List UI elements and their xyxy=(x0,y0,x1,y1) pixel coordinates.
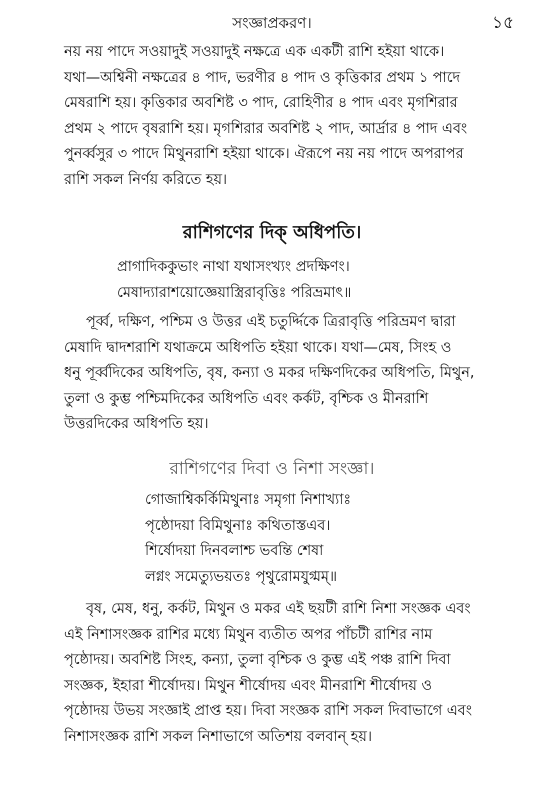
page-number: ১৫ xyxy=(491,13,514,33)
text-line: নিশাসংজ্ঞক রাশি সকল নিশাভাগে অতিশয় বলবান্ হয়। xyxy=(64,728,372,745)
text-line: পৃষ্ঠোদয় উভয় সংজ্ঞাই প্রাপ্ত হয়। দিবা সংজ্ঞক রাশি সকল দিবাভাগে এবং xyxy=(64,703,472,719)
text-line: পূর্ব্ব, দক্ষিণ, পশ্চিম ও উত্তর এই চতুর্দ্দিকে ত্রিরাবৃত্তি পরিভ্রমণ দ্বারা xyxy=(86,314,456,330)
text-line: তুলা ও কুম্ভ পশ্চিমদিকের অধিপতি এবং কর্কট, বৃশ্চিক ও মীনরাশি xyxy=(64,390,429,407)
day-night-paragraph xyxy=(64,597,504,750)
page-header xyxy=(0,8,544,36)
intro-paragraph xyxy=(64,40,504,193)
verse-line: গোজাশ্বিকর্কিমিথুনাঃ সমৃগা নিশাখ্যাঃ xyxy=(145,492,352,508)
text-line: মেষরাশি হয়। কৃত্তিকার অবশিষ্ট ৩ পাদ, রোহিণীর ৪ পাদ এবং মৃগশিরার xyxy=(64,95,458,111)
sanskrit-verse-2 xyxy=(145,488,351,590)
text-line: যথা—অশ্বিনী নক্ষত্রের ৪ পাদ, ভরণীর ৪ পাদ ও কৃত্তিকার প্রথম ১ পাদে xyxy=(64,69,461,86)
verse-line: পৃষ্ঠোদয়া বিমিথুনাঃ কথিতাস্তএব। xyxy=(145,517,331,534)
text-line: মেষাদি দ্বাদশরাশি যথাক্রমে অধিপতি হইয়া থাকে। যথা—মেষ, সিংহ ও xyxy=(64,339,452,356)
text-line: এই নিশাসংজ্ঞক রাশির মধ্যে মিথুন ব্যতীত অপর পাঁচটী রাশির নাম xyxy=(64,626,433,643)
verse-line: লগ্নং সমেত্যুভয়তঃ পৃথুরোমযুগ্মম্॥ xyxy=(145,568,337,585)
text-line: নয় নয় পাদে সওয়াদুই সওয়াদুই নক্ষত্রে এক একটী রাশি হইয়া থাকে। xyxy=(64,44,445,60)
text-line: পৃষ্ঠোদয়। অবশিষ্ট সিংহ, কন্যা, তুলা বৃশ্চিক ও কুম্ভ এই পঞ্চ রাশি দিবা xyxy=(64,652,451,668)
text-line: সংজ্ঞক, ইহারা শীর্ষোদয়। মিথুন শীর্ষোদয় এবং মীনরাশি শীর্ষোদয় ও xyxy=(64,677,433,694)
text-line: রাশি সকল নির্ণয় করিতে হয়। xyxy=(64,171,228,188)
text-line: বৃষ, মেষ, ধনু, কর্কট, মিথুন ও মকর এই ছয়টী রাশি নিশা সংজ্ঞক এবং xyxy=(86,601,471,617)
text-line: পুনর্ব্বসুর ৩ পাদে মিথুনরাশি হইয়া থাকে। ঐরূপে নয় নয় পাদে অপরাপর xyxy=(64,146,464,162)
direction-lords-paragraph xyxy=(64,310,504,438)
sanskrit-verse-1 xyxy=(117,255,351,306)
verse-line: প্রাগাদিককুভাং নাথা যথাসংখ্যং প্রদক্ষিণং। xyxy=(117,259,350,275)
section-heading-day-night: রাশিগণের দিবা ও নিশা সংজ্ঞা। xyxy=(169,459,375,479)
verse-line: মেষাদ্যারাশয়োজ্ঞেয়াস্ত্রিরাবৃত্তিঃ পরিভ্রমাৎ॥ xyxy=(117,284,352,301)
text-line: উত্তরদিকের অধিপতি হয়। xyxy=(64,416,209,432)
text-line: প্রথম ২ পাদে বৃষরাশি হয়। মৃগশিরার অবশিষ্ট ২ পাদ, আর্দ্রার ৪ পাদ এবং xyxy=(64,120,468,137)
verse-line: শির্ষোদয়া দিনবলাশ্চ ভবন্তি শেষা xyxy=(145,543,324,559)
text-line: ধনু পূর্ব্বদিকের অধিপতি, বৃষ, কন্যা ও মকর দক্ষিণদিকের অধিপতি, মিথুন, xyxy=(64,365,475,381)
section-heading-direction-lords: রাশিগণের দিক্ অধিপতি। xyxy=(182,222,362,243)
running-title: সংজ্ঞাপ্রকরণ। xyxy=(232,14,312,32)
